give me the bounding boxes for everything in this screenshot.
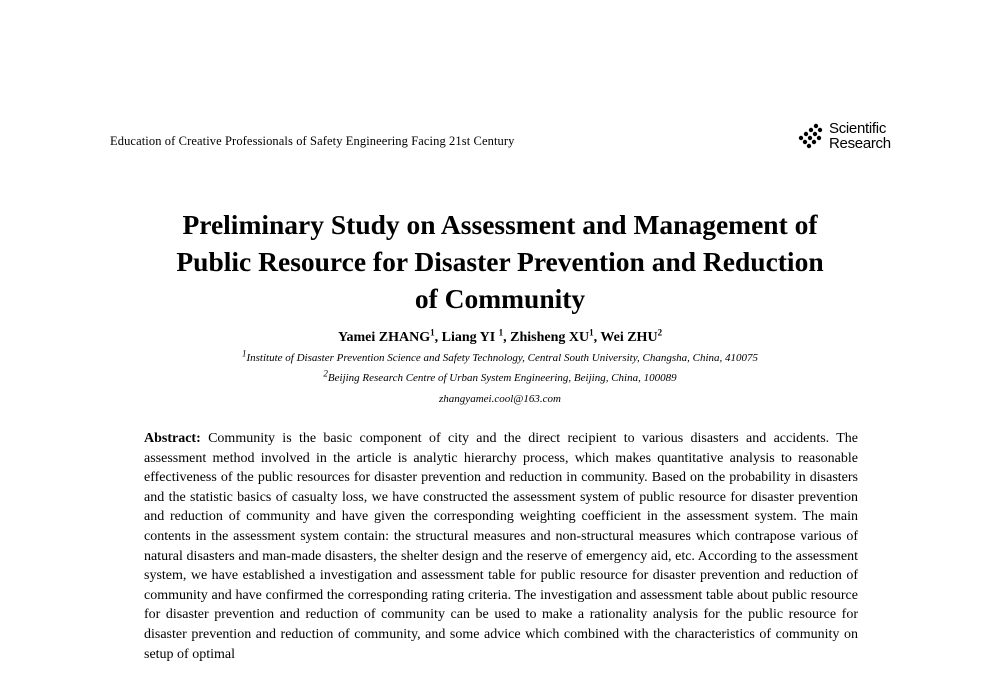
affiliation-text: Beijing Research Centre of Urban System Engineering, Beijing, China, 100089 [327,372,677,384]
logo-text [829,121,891,151]
title-line: Public Resource for Disaster Prevention and Reduction [176,246,824,277]
affiliation-2 [0,368,1000,384]
title-line: Preliminary Study on Assessment and Management of [182,209,818,240]
author-affil-sup: 2 [657,327,663,338]
abstract-body: Community is the basic component of city and the direct recipient to various disasters and accidents. The assessment method involved in the article is analytic hierarchy process, which makes quantitative analysis to reasonable effectiveness of the public resources for disaster prevention and reduction in community. Based on the probability in disasters and the statistic basics of casualty loss, we have constructed the assessment system of public resource for disaster prevention and reduction of community and have given the corresponding weighting coefficient in the assessment system. The main contents in the assessment system contain: the structural measures and non-structural measures which contrapose various of natural disasters and man-made disasters, the shelter design and the reserve of emergency aid, etc. According to the assessment system, we have established a investigation and assessment table for public resource for disaster prevention and reduction of community and have confirmed the corresponding rating criteria. The investigation and assessment table about public resource for disaster prevention and reduction of community can be used to make a rationality analysis for the public resource for disaster prevention and reduction of community, and some advice which combined with the characteristics of community on setup of optimal [144,431,858,662]
paper-title [100,206,900,317]
affiliation-sup: 1 [241,348,247,359]
abstract-label: Abstract: [144,431,201,446]
logo-line-1: Scientific [829,120,887,137]
affiliation-1 [0,348,1000,364]
author-name: Wei ZHU [600,330,658,345]
author-name: Liang YI [441,330,499,345]
author-affil-sup: 1 [589,327,594,338]
author-name: Yamei ZHANG [337,330,431,345]
affiliation-text: Institute of Disaster Prevention Science and Safety Technology, Central South University, Changsha, China, 410075 [246,352,759,364]
affiliation-sup: 2 [323,368,328,379]
publisher-logo [795,121,891,151]
diamond-dots-icon [795,123,825,149]
author-name: Zhisheng XU [510,330,590,345]
contact-email: zhangyamei.cool@163.com [439,393,561,405]
title-line: of Community [414,283,586,314]
author-affil-sup: 1 [498,327,504,338]
author-list: Yamei ZHANG$^1$, Liang YI $^1$, Zhisheng $XU^1$, Wei ZHU$^2$ [337,327,663,345]
abstract [144,429,858,664]
running-header-title: Education of Creative Professionals of Safety Engineering Facing 21st Century [110,134,515,148]
author-affil-sup: 1 [430,327,435,338]
logo-line-2: Research [829,135,891,152]
